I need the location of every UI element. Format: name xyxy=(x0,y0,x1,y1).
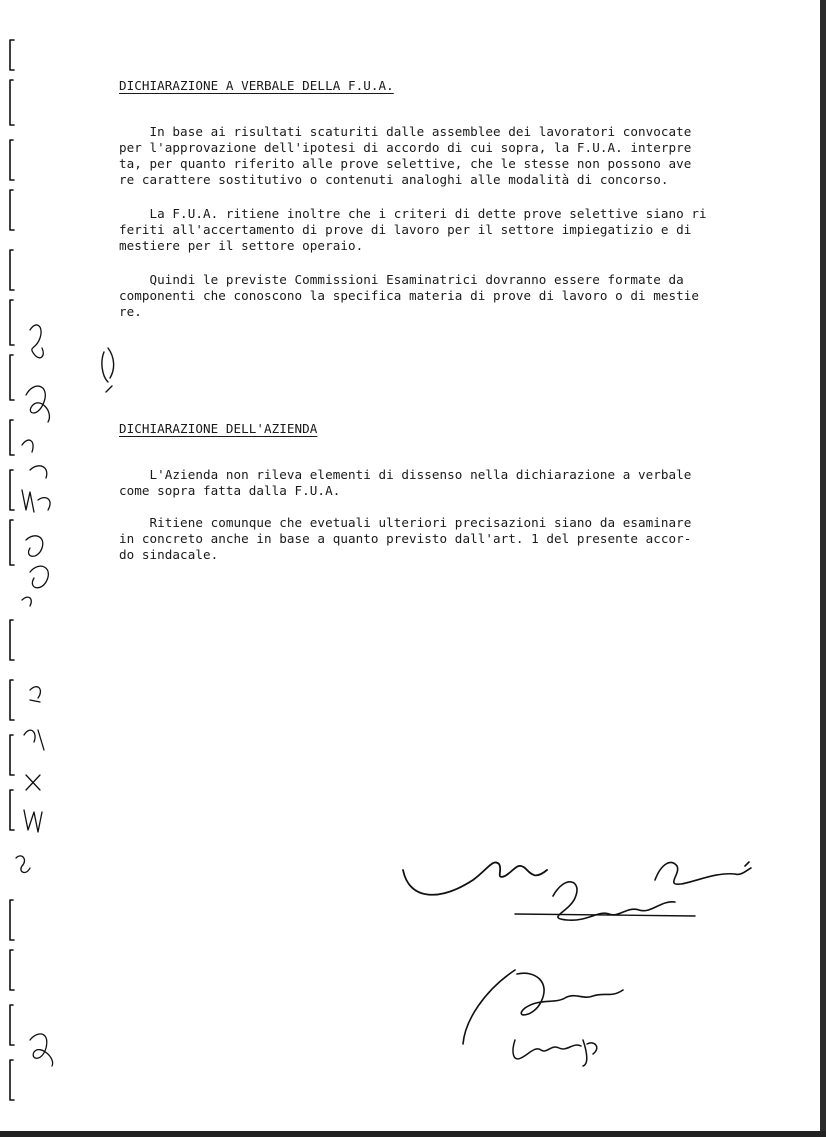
page-bottom-edge xyxy=(0,1131,826,1137)
text-line: per l'approvazione dell'ipotesi di accordo di cui sopra, la F.U.A. interpre xyxy=(119,140,692,155)
text-line: re. xyxy=(119,304,142,319)
text-line: come sopra fatta dalla F.U.A. xyxy=(119,483,341,498)
text-line: In base ai risultati scaturiti dalle assemblee dei lavoratori convocate xyxy=(119,124,692,139)
text-line: componenti che conoscono la specifica materia di prove di lavoro o di mestie xyxy=(119,288,700,303)
handwritten-initials xyxy=(96,342,126,398)
text-line: ta, per quanto riferito alle prove selettive, che le stesse non possono ave xyxy=(119,156,692,171)
section-heading-azienda: DICHIARAZIONE DELL'AZIENDA xyxy=(119,421,318,436)
signature-block-lower xyxy=(455,960,655,1070)
page-edge-shadow xyxy=(820,0,826,1137)
text-line: in concreto anche in base a quanto previsto dall'art. 1 del presente accor- xyxy=(119,531,692,546)
text-line: mestiere per il settore operaio. xyxy=(119,238,364,253)
binding-edge-with-initials xyxy=(0,0,60,1137)
text-line: Quindi le previste Commissioni Esaminatrici dovranno essere formate da xyxy=(119,272,684,287)
text-line: La F.U.A. ritiene inoltre che i criteri di dette prove selettive siano ri xyxy=(119,206,707,221)
signature-block-upper xyxy=(395,840,775,950)
text-line: feriti all'accertamento di prove di lavoro per il settore impiegatizio e di xyxy=(119,222,692,237)
text-line: re carattere sostitutivo o contenuti analoghi alle modalità di concorso. xyxy=(119,172,669,187)
text-line: L'Azienda non rileva elementi di dissenso nella dichiarazione a verbale xyxy=(119,467,692,482)
section-heading-fua: DICHIARAZIONE A VERBALE DELLA F.U.A. xyxy=(119,78,394,93)
text-line: do sindacale. xyxy=(119,547,219,562)
text-line: Ritiene comunque che evetuali ulteriori precisazioni siano da esaminare xyxy=(119,515,692,530)
